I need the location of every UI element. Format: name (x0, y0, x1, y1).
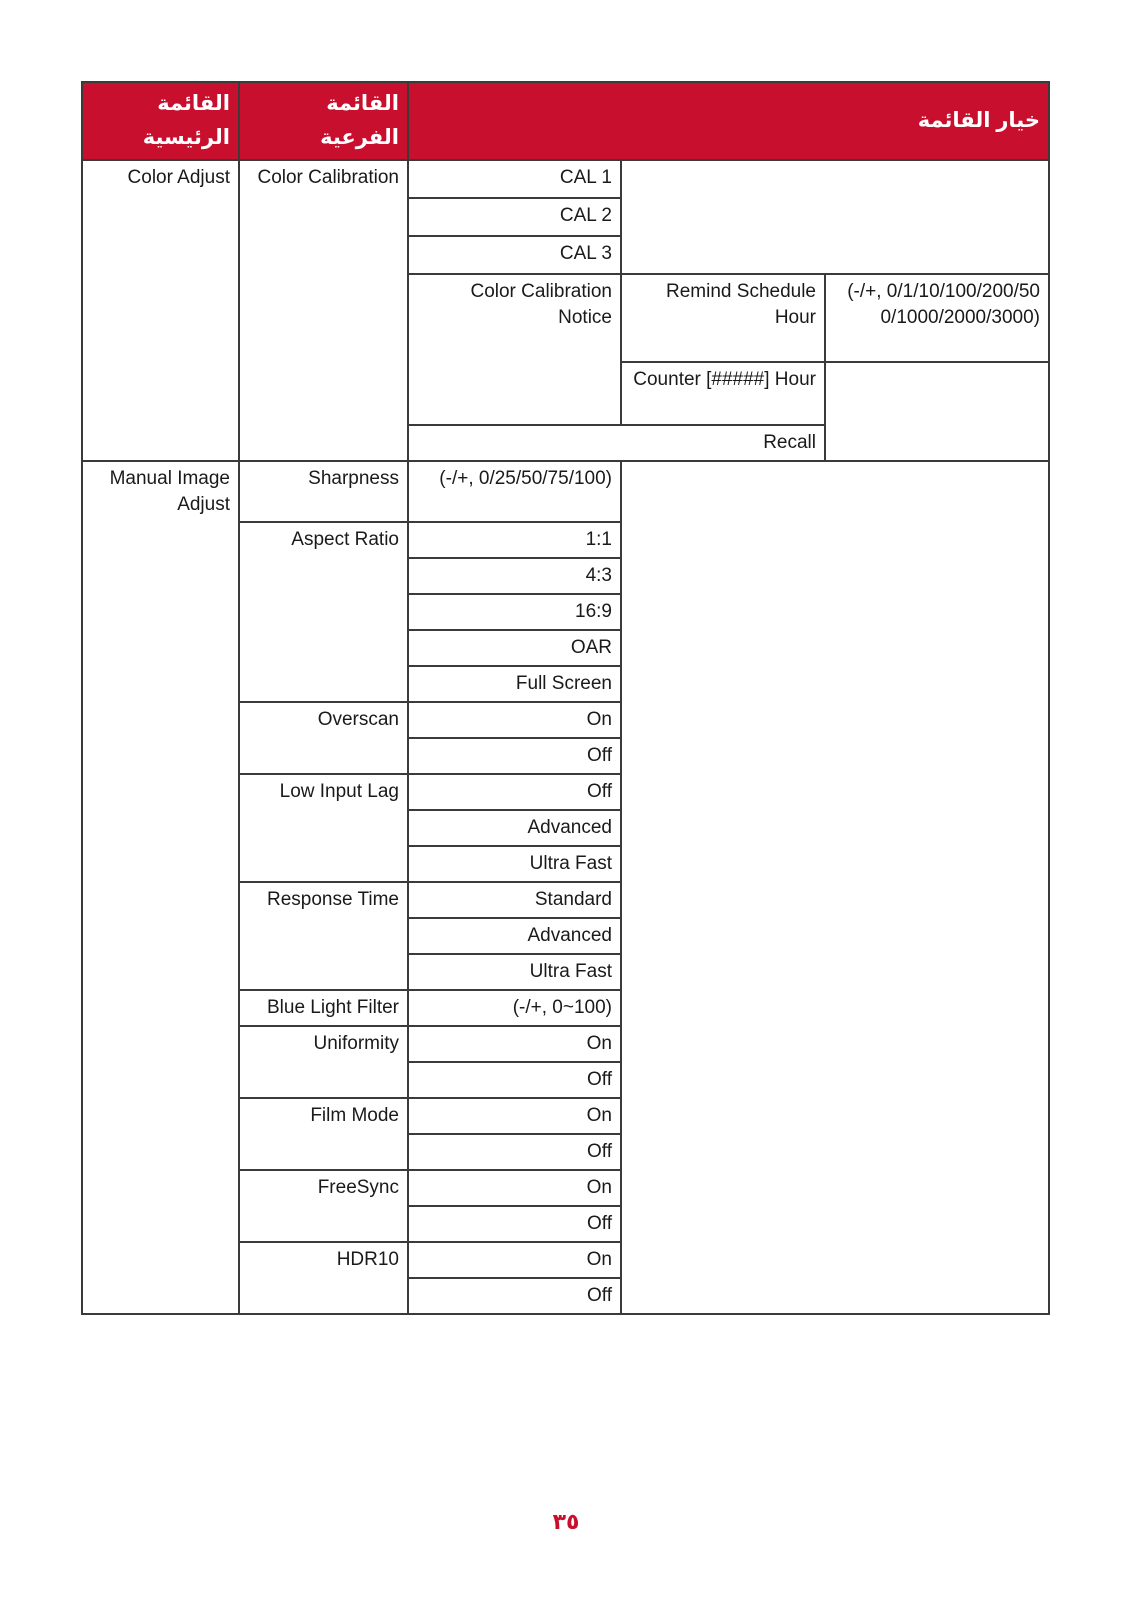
option-uniformity-on: On (408, 1026, 621, 1062)
option-color-calibration-notice: Color Calibration Notice (408, 274, 621, 425)
option-uniformity-off: Off (408, 1062, 621, 1098)
option-aspect-full-screen: Full Screen (408, 666, 621, 702)
option-response-time-standard: Standard (408, 882, 621, 918)
option-aspect-1-1: 1:1 (408, 522, 621, 558)
option-freesync-on: On (408, 1170, 621, 1206)
option-blue-light-range: (-/+, 0~100) (408, 990, 621, 1026)
option-remind-range: (-/+, 0/1/10/100/200/500/1000/2000/3000) (825, 274, 1049, 362)
sub-menu-sharpness: Sharpness (239, 461, 408, 522)
sub-menu-hdr10: HDR10 (239, 1242, 408, 1314)
sub-menu-overscan: Overscan (239, 702, 408, 774)
empty-cell (825, 362, 1049, 461)
option-remind-schedule: Remind Schedule Hour (621, 274, 825, 362)
option-hdr10-on: On (408, 1242, 621, 1278)
empty-cell (621, 461, 1049, 1314)
sub-menu-color-calibration: Color Calibration (239, 160, 408, 461)
option-aspect-4-3: 4:3 (408, 558, 621, 594)
option-aspect-oar: OAR (408, 630, 621, 666)
option-counter: Counter [#####] Hour (621, 362, 825, 425)
sub-menu-blue-light-filter: Blue Light Filter (239, 990, 408, 1026)
option-low-input-lag-ultra-fast: Ultra Fast (408, 846, 621, 882)
option-cal3: CAL 3 (408, 236, 621, 274)
option-aspect-16-9: 16:9 (408, 594, 621, 630)
option-response-time-ultra-fast: Ultra Fast (408, 954, 621, 990)
main-menu-manual-image-adjust: Manual Image Adjust (82, 461, 239, 1314)
option-film-mode-off: Off (408, 1134, 621, 1170)
option-low-input-lag-off: Off (408, 774, 621, 810)
option-cal1: CAL 1 (408, 160, 621, 198)
main-menu-color-adjust: Color Adjust (82, 160, 239, 461)
empty-cell (621, 160, 1049, 274)
option-hdr10-off: Off (408, 1278, 621, 1314)
option-recall: Recall (408, 425, 825, 461)
sub-menu-uniformity: Uniformity (239, 1026, 408, 1098)
table-header-row (82, 82, 1049, 160)
osd-menu-table (81, 81, 1050, 1315)
header-sub-menu: القائمة الفرعية (239, 82, 408, 160)
option-sharpness-range: (-/+, 0/25/50/75/100) (408, 461, 621, 522)
option-freesync-off: Off (408, 1206, 621, 1242)
option-cal2: CAL 2 (408, 198, 621, 236)
sub-menu-response-time: Response Time (239, 882, 408, 990)
option-response-time-advanced: Advanced (408, 918, 621, 954)
option-overscan-off: Off (408, 738, 621, 774)
option-low-input-lag-advanced: Advanced (408, 810, 621, 846)
sub-menu-aspect-ratio: Aspect Ratio (239, 522, 408, 702)
option-film-mode-on: On (408, 1098, 621, 1134)
header-main-menu: القائمة الرئيسية (82, 82, 239, 160)
sub-menu-low-input-lag: Low Input Lag (239, 774, 408, 882)
option-overscan-on: On (408, 702, 621, 738)
sub-menu-freesync: FreeSync (239, 1170, 408, 1242)
page-number: ٣٥ (552, 1510, 580, 1535)
header-menu-option: خيار القائمة (408, 82, 1049, 160)
sub-menu-film-mode: Film Mode (239, 1098, 408, 1170)
